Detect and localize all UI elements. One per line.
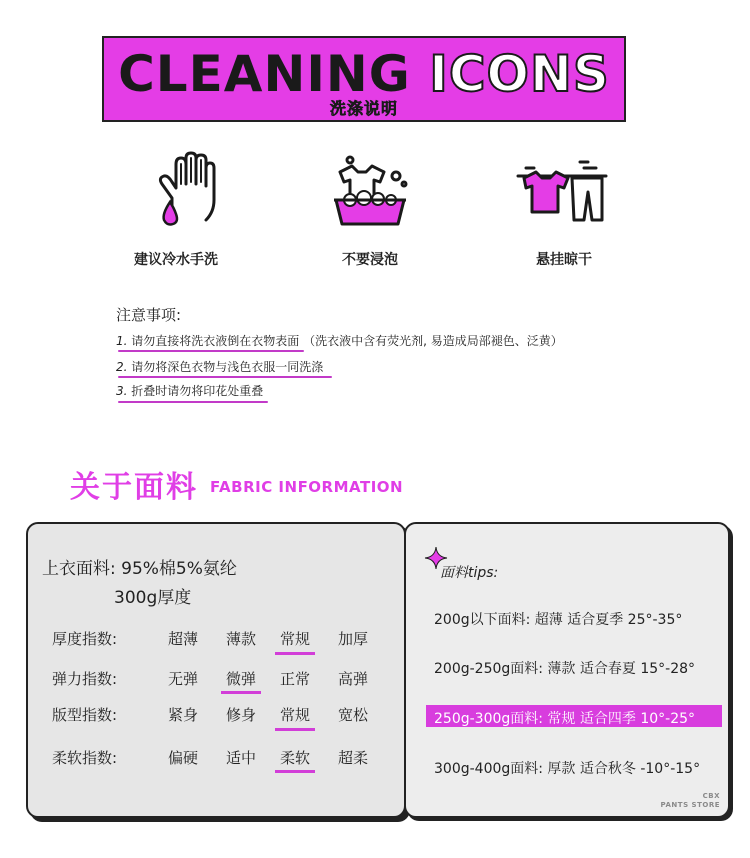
note-number: 2. bbox=[116, 360, 128, 374]
option-softness-selected: 柔软 bbox=[279, 749, 310, 767]
option-elasticity: 高弹 bbox=[337, 670, 368, 688]
option-elasticity: 无弹 bbox=[167, 670, 198, 688]
note-underline bbox=[118, 376, 332, 378]
option-thickness: 超薄 bbox=[167, 630, 198, 648]
note-item-1 bbox=[116, 332, 563, 349]
care-label-no-soak: 不要浸泡 bbox=[342, 252, 398, 268]
banner-subtitle: 洗涤说明 bbox=[329, 99, 398, 118]
tip-row: 200g-250g面料: 薄款 适合春夏 15°-28° bbox=[434, 661, 696, 677]
wash-basin-no-soak-icon bbox=[320, 154, 420, 234]
option-thickness-selected: 常规 bbox=[279, 630, 310, 648]
option-elasticity-selected: 微弹 bbox=[225, 670, 256, 688]
selected-underline bbox=[275, 728, 315, 731]
index-label-fit: 版型指数: bbox=[52, 706, 118, 724]
notes-title: 注意事项: bbox=[116, 306, 182, 324]
store-mark-line1: CBX bbox=[702, 792, 720, 800]
option-softness: 超柔 bbox=[337, 749, 368, 767]
option-elasticity: 正常 bbox=[279, 670, 310, 688]
banner-title bbox=[104, 44, 624, 104]
banner-title-dark: CLEANING bbox=[118, 45, 411, 103]
tip-row-highlighted: 250g-300g面料: 常规 适合四季 10°-25° bbox=[434, 711, 696, 727]
option-fit: 修身 bbox=[225, 706, 256, 724]
note-number: 1. bbox=[116, 334, 128, 348]
tip-row: 200g以下面料: 超薄 适合夏季 25°-35° bbox=[434, 612, 683, 628]
tip-row: 300g-400g面料: 厚款 适合秋冬 -10°-15° bbox=[434, 761, 701, 777]
fabric-heading-cn: 关于面料 bbox=[70, 470, 198, 505]
title-banner bbox=[102, 36, 626, 122]
note-underline bbox=[118, 401, 268, 403]
selected-underline bbox=[275, 652, 315, 655]
store-mark-line2: PANTS STORE bbox=[660, 801, 720, 809]
note-text: 请勿直接将洗衣液倒在衣物表面 bbox=[131, 334, 300, 348]
option-softness: 适中 bbox=[225, 749, 256, 767]
option-softness: 偏硬 bbox=[167, 749, 198, 767]
care-label-hang-dry: 悬挂晾干 bbox=[536, 252, 592, 268]
option-thickness: 加厚 bbox=[337, 630, 368, 648]
selected-underline bbox=[221, 691, 261, 694]
fabric-weight: 300g厚度 bbox=[114, 588, 192, 608]
note-extra: （洗衣液中含有荧光剂, 易造成局部褪色、泛黄） bbox=[303, 334, 563, 348]
option-thickness: 薄款 bbox=[225, 630, 256, 648]
fabric-tips-panel bbox=[404, 522, 730, 818]
option-fit: 宽松 bbox=[337, 706, 368, 724]
option-fit: 紧身 bbox=[167, 706, 198, 724]
fabric-heading-en: FABRIC INFORMATION bbox=[210, 478, 404, 496]
selected-underline bbox=[275, 770, 315, 773]
note-item-2 bbox=[116, 358, 323, 375]
hand-water-drop-icon bbox=[136, 150, 236, 230]
index-label-thickness: 厚度指数: bbox=[52, 630, 118, 648]
note-number: 3. bbox=[116, 384, 128, 398]
banner-title-light: ICONS bbox=[429, 45, 610, 103]
note-text: 折叠时请勿将印花处重叠 bbox=[131, 384, 264, 398]
note-underline bbox=[118, 350, 304, 352]
index-label-softness: 柔软指数: bbox=[52, 749, 118, 767]
index-label-elasticity: 弹力指数: bbox=[52, 670, 118, 688]
hang-dry-icon bbox=[514, 156, 614, 236]
store-watermark bbox=[661, 792, 720, 810]
fabric-info-panel bbox=[26, 522, 406, 818]
care-label-hand-wash: 建议冷水手洗 bbox=[134, 252, 218, 268]
option-fit-selected: 常规 bbox=[279, 706, 310, 724]
fabric-composition: 上衣面料: 95%棉5%氨纶 bbox=[42, 559, 237, 579]
note-text: 请勿将深色衣物与浅色衣服一同洗涤 bbox=[131, 360, 324, 374]
note-item-3 bbox=[116, 382, 263, 399]
tips-title: 面料tips: bbox=[440, 565, 499, 581]
